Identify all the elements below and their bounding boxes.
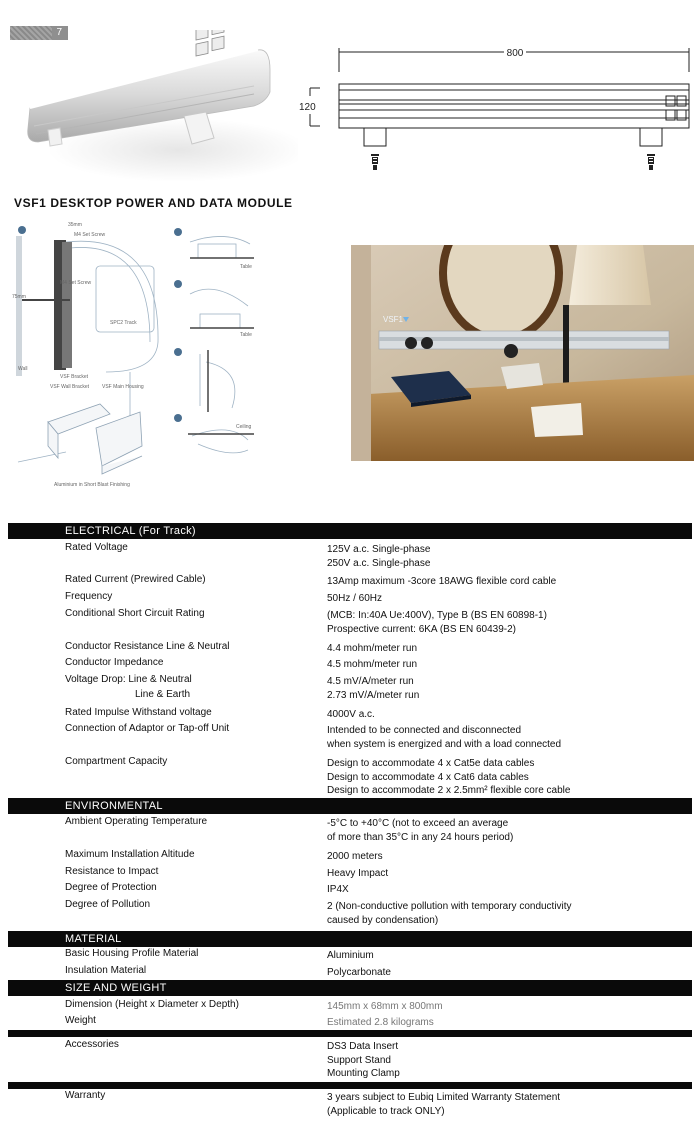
section-header-electrical: ELECTRICAL (For Track) <box>8 523 692 539</box>
spec-label: Resistance to Impact <box>65 866 159 877</box>
ceiling-label: Ceiling <box>236 424 252 430</box>
spec-value: Design to accommodate 4 x Cat5e data cables Design to accommodate 4 x Cat6 data cables Design to accommodate 2 x 2.5mm² flexible core cable <box>327 758 571 796</box>
spec-label: Rated Voltage <box>65 542 128 553</box>
spec-label: Rated Impulse Withstand voltage <box>65 707 212 718</box>
spec-value: Heavy Impact <box>327 868 389 879</box>
spec-label: Conductor Resistance Line & Neutral <box>65 641 230 652</box>
spec-label: Rated Current (Prewired Cable) <box>65 574 206 585</box>
spec-label: Conductor Impedance <box>65 657 164 668</box>
spec-value: DS3 Data Insert Support Stand Mounting Clamp <box>327 1041 400 1079</box>
product-title: VSF1 DESKTOP POWER AND DATA MODULE <box>14 196 293 210</box>
photo-arrow-icon <box>403 317 409 322</box>
step-4-icon <box>174 348 182 356</box>
spec-value: 4.5 mohm/meter run <box>327 659 418 670</box>
spec-value: 13Amp maximum -3core 18AWG flexible cord cable <box>327 576 557 587</box>
photo-scene <box>351 245 694 461</box>
spec-label: Weight <box>65 1015 96 1026</box>
spec-value: (MCB: In:40A Ue:400V), Type B (BS EN 60898-1) Prospective current: 6KA (BS EN 60439-2) <box>327 610 547 635</box>
spec-value: Intended to be connected and disconnected when system is energized and with a load connected <box>327 725 562 750</box>
spec-value: 2 (Non-conductive pollution with temporary conductivity caused by condensation) <box>327 901 572 926</box>
step-3-icon <box>174 280 182 288</box>
spec-label: Accessories <box>65 1039 119 1050</box>
height-dimension-label: 120 <box>299 102 316 113</box>
finishing-label: Aluminium in Short Blast Finishing <box>54 482 130 488</box>
spec-label: Ambient Operating Temperature <box>65 816 208 827</box>
spec-label: Insulation Material <box>65 965 147 976</box>
spec-label: Connection of Adaptor or Tap-off Unit <box>65 723 230 734</box>
spec-label: Voltage Drop: Line & Neutral <box>65 674 192 685</box>
spec-value: Aluminium <box>327 950 374 961</box>
product-render <box>8 30 298 190</box>
spec-label: Degree of Protection <box>65 882 157 893</box>
spec-value: 4.5 mV/A/meter run <box>327 676 414 687</box>
spec-label: Maximum Installation Altitude <box>65 849 195 860</box>
top-dimension: 35mm <box>68 222 82 228</box>
section-header-material: MATERIAL <box>8 931 692 947</box>
section-divider-warranty <box>8 1082 692 1089</box>
spec-label: Frequency <box>65 591 113 602</box>
product-photo <box>351 245 694 461</box>
spec-label: Conditional Short Circuit Rating <box>65 608 205 619</box>
bracket-label: VSF Bracket <box>60 374 89 380</box>
step-1-icon <box>18 226 26 234</box>
photo-label: VSF1 <box>383 315 404 324</box>
spec-label: Warranty <box>65 1090 106 1101</box>
spec-label: Compartment Capacity <box>65 756 168 767</box>
step-5-icon <box>174 414 182 422</box>
spec-value: Estimated 2.8 kilograms <box>327 1017 434 1028</box>
spec-label: Degree of Pollution <box>65 899 151 910</box>
spec-value: 145mm x 68mm x 800mm <box>327 1001 443 1012</box>
section-header-size: SIZE AND WEIGHT <box>8 980 692 996</box>
table-label: Table <box>240 264 252 270</box>
track-label: SPC2 Track <box>110 320 137 326</box>
main-housing-label: VSF Main Housing <box>102 384 144 390</box>
spec-value: Polycarbonate <box>327 967 391 978</box>
wall-label: Wall <box>18 366 28 372</box>
wall-bracket-label: VSF Wall Bracket <box>50 384 89 390</box>
table-label-2: Table <box>240 332 252 338</box>
spec-value: IP4X <box>327 884 349 895</box>
spec-value: 4000V a.c. <box>327 709 375 720</box>
step-2-icon <box>174 228 182 236</box>
spec-label: Dimension (Height x Diameter x Depth) <box>65 999 239 1010</box>
dimension-drawing <box>298 44 698 180</box>
spec-value: 2.73 mV/A/meter run <box>327 690 420 701</box>
spec-value: 125V a.c. Single-phase 250V a.c. Single-phase <box>327 544 431 569</box>
spec-label: Line & Earth <box>135 689 191 700</box>
width-dimension-label: 800 <box>506 48 524 59</box>
page-number: 7 <box>56 27 62 38</box>
spec-value: 50Hz / 60Hz <box>327 593 383 604</box>
spec-value: 2000 meters <box>327 851 383 862</box>
set-screw-label: M4 Set Screw <box>74 232 106 238</box>
spec-value: 4.4 mohm/meter run <box>327 643 418 654</box>
section-header-environmental: ENVIRONMENTAL <box>8 798 692 814</box>
spec-label: Basic Housing Profile Material <box>65 948 199 959</box>
section-divider-accessories <box>8 1030 692 1037</box>
spec-value: -5°C to +40°C (not to exceed an average of more than 35°C in any 24 hours period) <box>327 818 514 843</box>
set-screw-label-2: M4 Set Screw <box>60 280 92 286</box>
spec-value: 3 years subject to Eubiq Limited Warranty Statement (Applicable to track ONLY) <box>327 1092 561 1117</box>
side-dimension: 75mm <box>12 294 26 300</box>
installation-diagram <box>10 222 272 494</box>
